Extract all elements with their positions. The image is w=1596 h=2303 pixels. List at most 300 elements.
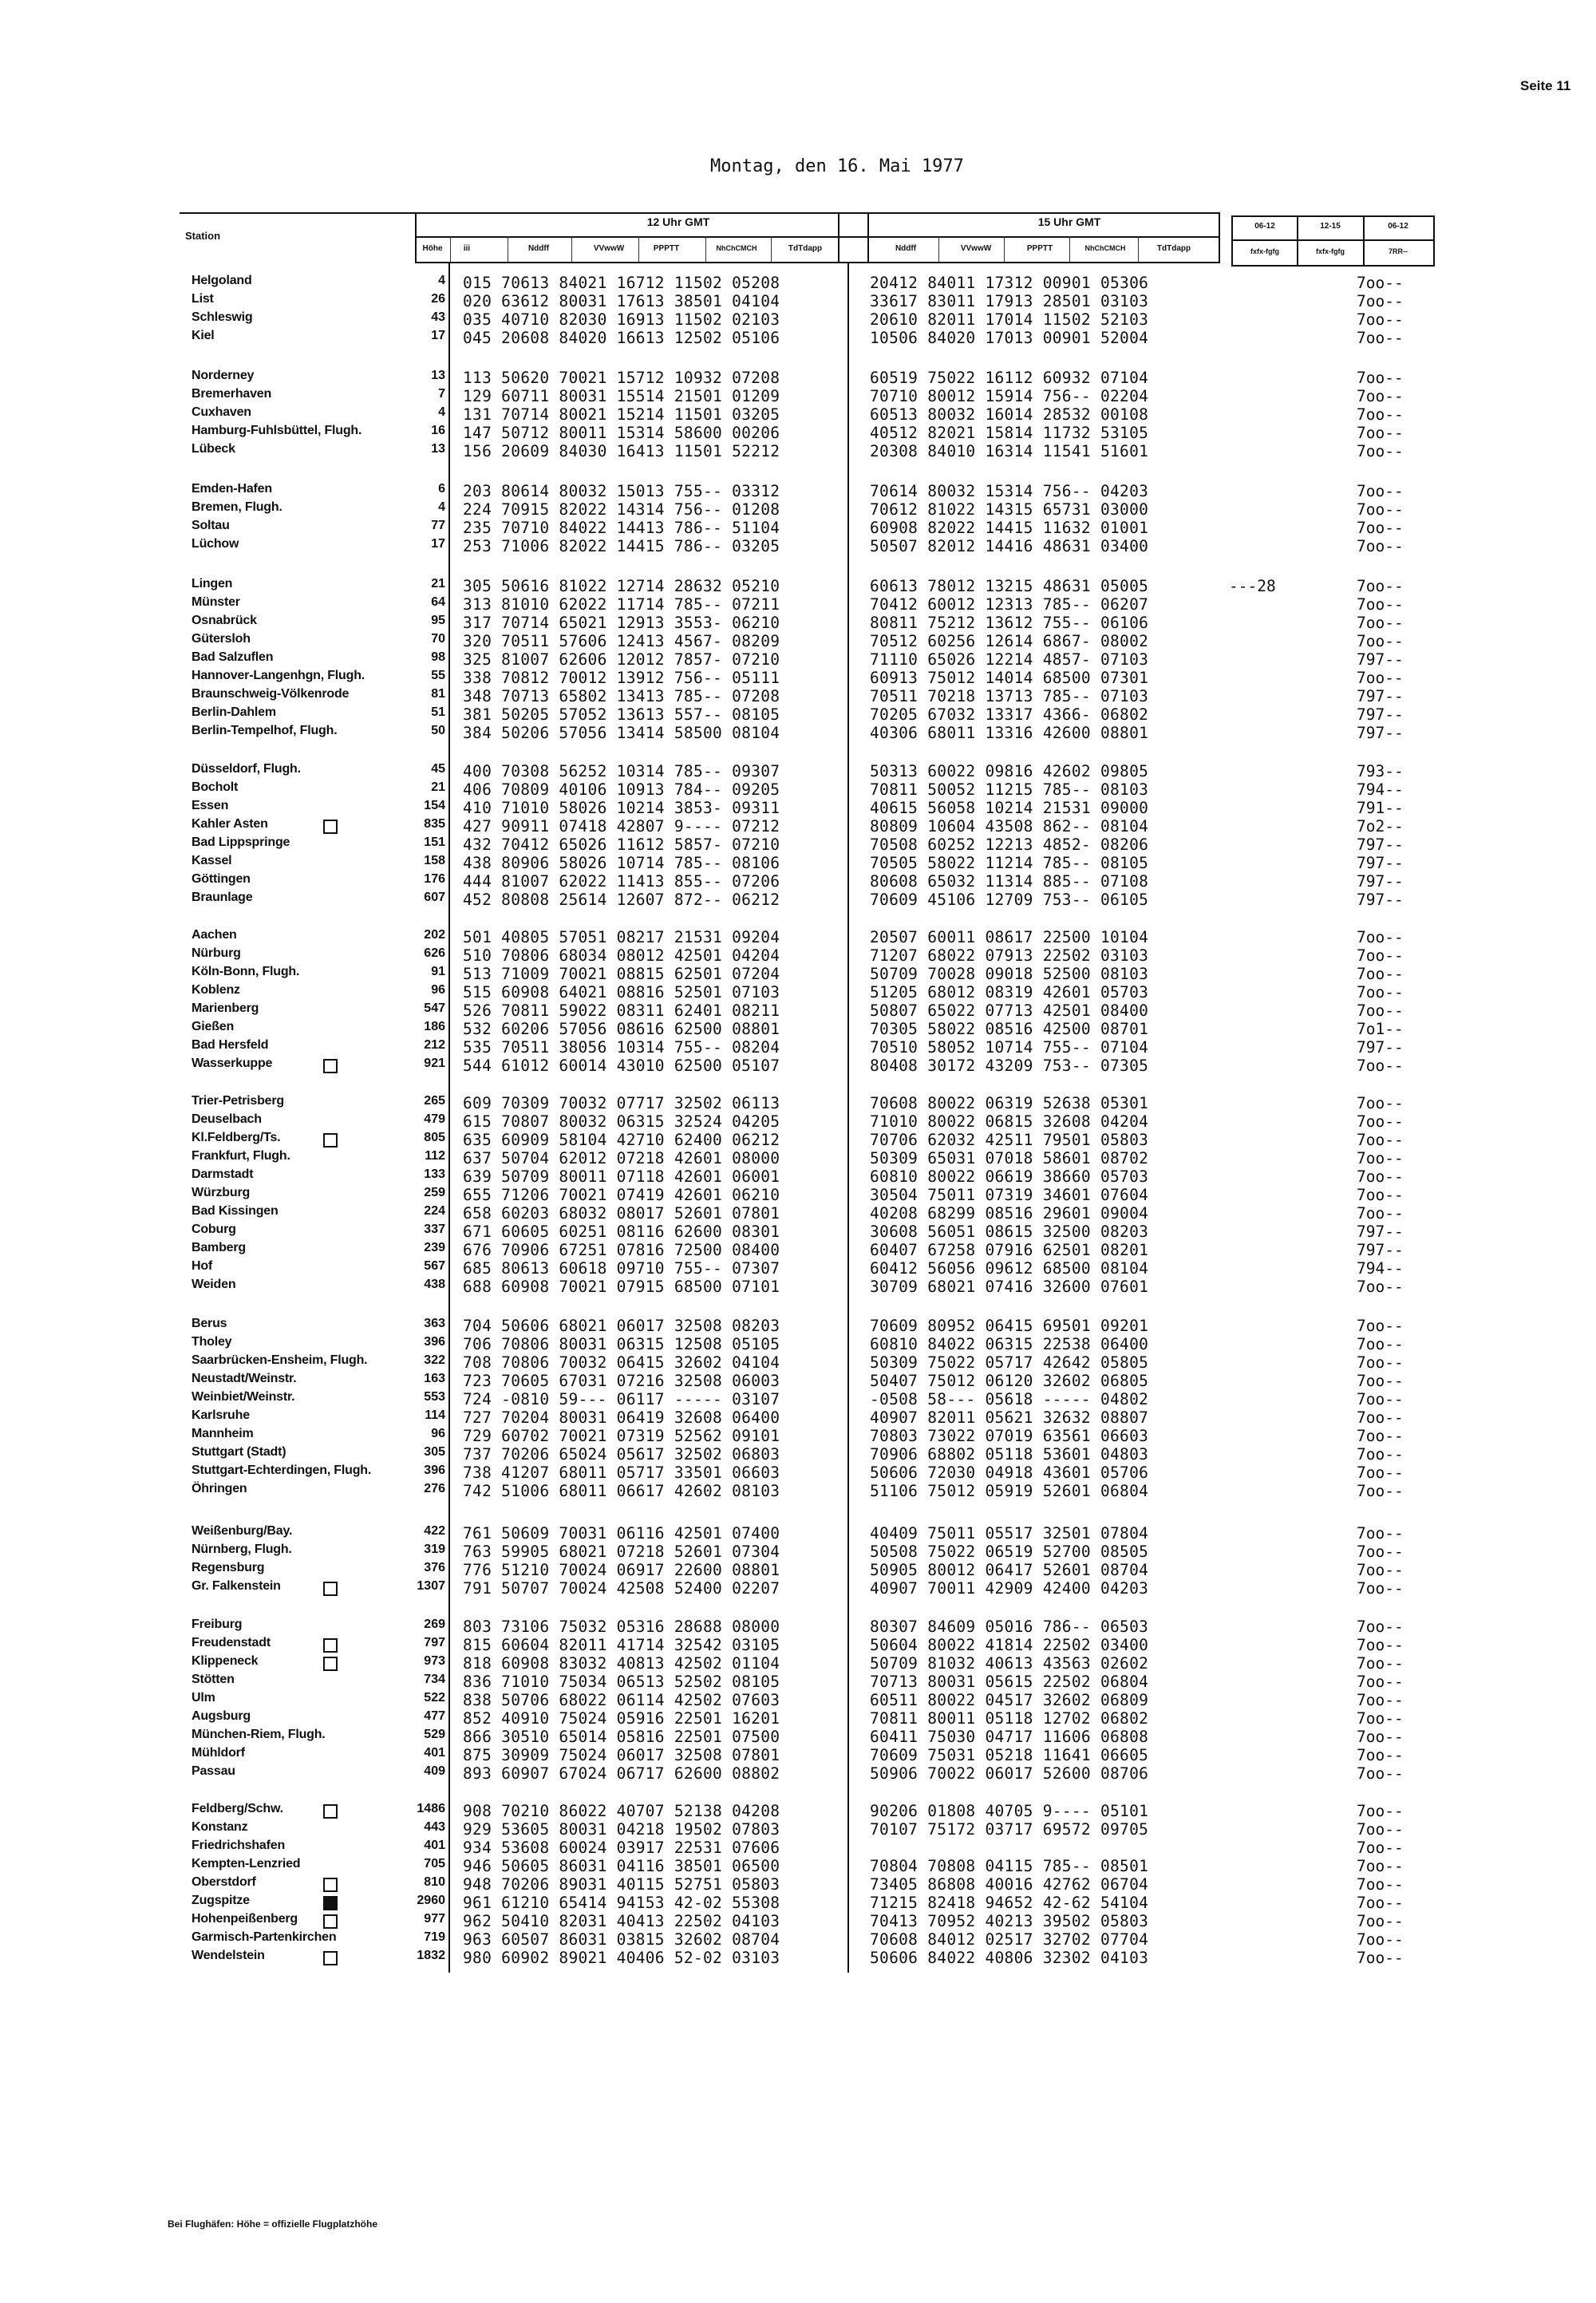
obs-15-values: -0508 58--- 05618 ----- 04802 [870,1390,1149,1408]
station-name: Marienberg [192,1001,259,1015]
station-iii: 320 [463,632,492,650]
obs-15-values: 50709 70028 09018 52500 08103 [870,965,1149,983]
station-iii: 609 [463,1094,492,1112]
obs-15-values: 70906 68802 05118 53601 04803 [870,1445,1149,1464]
obs-15-values: 30608 56051 08615 32500 08203 [870,1223,1149,1241]
obs-12-uhr [463,595,780,614]
station-iii: 348 [463,687,492,705]
station-hoehe: 337 [424,1223,445,1236]
obs-15-values: 60913 75012 14014 68500 07301 [870,669,1149,687]
obs-15-values: 50313 60022 09816 42602 09805 [870,762,1149,780]
hdr-sep [838,212,839,263]
obs-15-values: 51106 75012 05919 52601 06804 [870,1482,1149,1500]
empty-square-icon [323,1638,338,1653]
obs-12-uhr [463,1094,780,1112]
obs-12-values: 60907 67024 06717 62600 08802 [501,1764,780,1783]
empty-square-icon [323,1804,338,1819]
station-iii: 946 [463,1857,492,1875]
obs-12-values: 50704 62012 07218 42601 08000 [501,1149,780,1167]
filled-square-icon [323,1896,338,1910]
hdr-sep [1433,215,1435,267]
precip-group: 7oo-- [1357,1728,1404,1746]
station-iii: 235 [463,519,492,537]
station-name: Oberstdorf [192,1875,256,1889]
obs-12-values: 70309 70032 07717 32502 06113 [501,1094,780,1112]
obs-12-values: 70806 68034 08012 42501 04204 [501,946,780,965]
station-iii: 738 [463,1464,492,1482]
obs-12-values: 60908 70021 07915 68500 07101 [501,1278,780,1296]
obs-12-uhr [463,705,780,724]
station-name: Göttingen [192,872,251,886]
obs-12-values: 70605 67031 07216 32508 06003 [501,1372,780,1390]
station-name: Aachen [192,928,237,942]
obs-12-values: 80613 60618 09710 755-- 07307 [501,1259,780,1278]
obs-12-uhr [463,1839,780,1857]
obs-12-values: 71009 70021 08815 62501 07204 [501,965,780,983]
station-iii: 962 [463,1912,492,1930]
obs-12-uhr [463,1949,780,1967]
header-15-c5: TdTdapp [1156,244,1191,253]
obs-15-values: 80811 75212 13612 755-- 06106 [870,614,1149,632]
hdr-sep [1004,236,1005,262]
station-iii: 815 [463,1636,492,1654]
station-iii: 852 [463,1709,492,1728]
station-name: Bad Salzuflen [192,650,274,664]
station-name: Gütersloh [192,632,251,646]
obs-15-values: 70609 75031 05218 11641 06605 [870,1746,1149,1764]
obs-15-values: 60513 80032 16014 28532 00108 [870,405,1149,424]
obs-15-values: 70811 50052 11215 785-- 08103 [870,780,1149,799]
station-iii: 147 [463,424,492,442]
station-hoehe: 114 [425,1408,445,1422]
extra-gust-value: ---28 [1229,577,1276,595]
precip-group: 7oo-- [1357,1691,1404,1709]
obs-12-uhr [463,1241,780,1259]
station-iii: 776 [463,1561,492,1579]
obs-12-uhr [463,1186,780,1204]
obs-12-uhr [463,1636,780,1654]
station-iii: 544 [463,1057,492,1075]
obs-15-values: 70612 81022 14315 65731 03000 [870,500,1149,519]
obs-12-values: 60203 68032 08017 52601 07801 [501,1204,780,1223]
obs-15-values: 50709 81032 40613 43563 02602 [870,1654,1149,1673]
obs-12-uhr [463,1857,780,1875]
obs-12-uhr [463,632,780,650]
obs-12-uhr [463,1618,780,1636]
station-iii: 704 [463,1317,492,1335]
obs-12-uhr [463,1728,780,1746]
obs-12-uhr [463,500,780,519]
station-hoehe: 810 [424,1875,445,1889]
precip-group: 7oo-- [1357,329,1404,347]
obs-12-uhr [463,1335,780,1353]
precip-group: 7oo-- [1357,1579,1404,1598]
precip-group: 7oo-- [1357,1408,1404,1427]
station-hoehe: 835 [424,817,445,831]
obs-15-values: 80307 84609 05016 786-- 06503 [870,1618,1149,1636]
header-15-c3: PPPTT [1026,244,1053,253]
obs-15-values: 70510 58052 10714 755-- 07104 [870,1038,1149,1057]
obs-12-uhr [463,1278,780,1296]
group12-column-line [847,263,849,1973]
station-iii: 113 [463,369,492,387]
station-name: Bamberg [192,1241,246,1254]
station-hoehe: 17 [431,537,445,551]
obs-12-values: 50206 57056 13414 58500 08104 [501,724,780,742]
station-iii: 724 [463,1390,492,1408]
precip-group: 7oo-- [1357,1894,1404,1912]
station-iii: 639 [463,1167,492,1186]
obs-12-values: 71206 70021 07419 42601 06210 [501,1186,780,1204]
obs-15-values: 90206 01808 40705 9---- 05101 [870,1802,1149,1820]
station-name: Wasserkuppe [192,1057,273,1070]
station-iii: 015 [463,274,492,292]
station-hoehe: 21 [431,780,445,794]
station-hoehe: 202 [424,928,445,942]
obs-15-values: 20412 84011 17312 00901 05306 [870,274,1149,292]
station-iii: 637 [463,1149,492,1167]
station-hoehe: 477 [424,1709,445,1723]
station-hoehe: 4 [438,500,445,514]
obs-15-values: 50606 84022 40806 32302 04103 [870,1949,1149,1967]
obs-15-values: 60411 75030 04717 11606 06808 [870,1728,1149,1746]
station-iii: 501 [463,928,492,946]
obs-12-uhr [463,1654,780,1673]
station-iii: 980 [463,1949,492,1967]
obs-15-values: 30504 75011 07319 34601 07604 [870,1186,1149,1204]
station-name: Braunlage [192,891,253,904]
obs-12-uhr [463,1802,780,1820]
obs-12-uhr [463,854,780,872]
obs-12-uhr [463,946,780,965]
obs-12-values: 80614 80032 15013 755-- 03312 [501,482,780,500]
precip-group: 7oo-- [1357,369,1404,387]
station-hoehe: 322 [424,1353,445,1367]
station-iii: 317 [463,614,492,632]
station-name: Friedrichshafen [192,1839,286,1852]
obs-12-values: 51006 68011 06617 42602 08103 [501,1482,780,1500]
station-hoehe: 158 [424,854,445,867]
station-name: Helgoland [192,274,252,287]
station-name: Emden-Hafen [192,482,272,496]
station-name: Bremen, Flugh. [192,500,282,514]
station-name: Freiburg [192,1618,243,1631]
obs-15-values: 30709 68021 07416 32600 07601 [870,1278,1149,1296]
station-hoehe: 553 [424,1390,445,1404]
station-name: Stötten [192,1673,235,1686]
obs-15-values: 50309 75022 05717 42642 05805 [870,1353,1149,1372]
header-station: Station [185,230,221,242]
station-iii: 875 [463,1746,492,1764]
station-iii: 763 [463,1543,492,1561]
station-hoehe: 163 [424,1372,445,1385]
station-hoehe: 4 [438,274,445,287]
obs-12-uhr [463,1038,780,1057]
precip-group: 797-- [1357,1038,1404,1057]
obs-12-uhr [463,780,780,799]
obs-12-values: 81010 62022 11714 785-- 07211 [501,595,780,614]
obs-12-values: 80906 58026 10714 785-- 08106 [501,854,780,872]
obs-12-values: 70806 70032 06415 32602 04104 [501,1353,780,1372]
obs-12-uhr [463,687,780,705]
precip-group: 797-- [1357,724,1404,742]
precip-group: 7oo-- [1357,1482,1404,1500]
obs-12-values: 70915 82022 14314 756-- 01208 [501,500,780,519]
precip-group: 7oo-- [1357,1820,1404,1839]
obs-12-values: 50616 81022 12714 28632 05210 [501,577,780,595]
obs-12-values: 30909 75024 06017 32508 07801 [501,1746,780,1764]
station-iii: 723 [463,1372,492,1390]
station-iii: 685 [463,1259,492,1278]
station-hoehe: 224 [424,1204,445,1218]
footnote: Bei Flughäfen: Höhe = offizielle Flugplatzhöhe [168,2218,378,2230]
hdr-sep [771,236,772,262]
obs-15-values: 50507 82012 14416 48631 03400 [870,537,1149,555]
header-12-c5: TdTdapp [788,244,823,253]
station-name: Köln-Bonn, Flugh. [192,965,300,978]
extra-3-top: 06-12 [1388,222,1408,231]
station-iii: 325 [463,650,492,669]
station-hoehe: 305 [424,1445,445,1459]
precip-group: 7oo-- [1357,1057,1404,1075]
station-hoehe: 112 [425,1149,445,1163]
station-iii: 706 [463,1335,492,1353]
obs-12-values: 50410 82031 40413 22502 04103 [501,1912,780,1930]
station-iii: 513 [463,965,492,983]
obs-12-uhr [463,835,780,854]
precip-group: 7oo-- [1357,1131,1404,1149]
obs-12-uhr [463,1930,780,1949]
station-name: Tholey [192,1335,232,1349]
station-hoehe: 921 [424,1057,445,1070]
station-hoehe: 154 [424,799,445,812]
obs-12-uhr [463,1112,780,1131]
obs-15-values: 50309 65031 07018 58601 08702 [870,1149,1149,1167]
obs-15-values: 80809 10604 43508 862-- 08104 [870,817,1149,835]
obs-12-values: 60702 70021 07319 52562 09101 [501,1427,780,1445]
station-iii: 035 [463,310,492,329]
station-iii: 761 [463,1524,492,1543]
obs-12-uhr [463,1691,780,1709]
obs-15-values: 60613 78012 13215 48631 05005 [870,577,1149,595]
obs-12-values: 30510 65014 05816 22501 07500 [501,1728,780,1746]
obs-12-uhr [463,724,780,742]
page-title: Montag, den 16. Mai 1977 [710,156,964,176]
precip-group: 7oo-- [1357,1149,1404,1167]
precip-group: 7oo-- [1357,595,1404,614]
station-iii: 791 [463,1579,492,1598]
station-iii: 384 [463,724,492,742]
station-name: Mannheim [192,1427,254,1440]
station-name: Cuxhaven [192,405,251,419]
station-name: Bad Lippspringe [192,835,290,849]
hdr-sep [1219,212,1220,263]
station-hoehe: 2960 [417,1894,445,1907]
station-iii: 948 [463,1875,492,1894]
station-iii: 893 [463,1764,492,1783]
obs-12-uhr [463,482,780,500]
hdr-sep [1363,215,1365,267]
obs-12-values: 70806 80031 06315 12508 05105 [501,1335,780,1353]
precip-group: 7oo-- [1357,537,1404,555]
obs-12-values: 20609 84030 16413 11501 52212 [501,442,780,460]
obs-15-values: 80408 30172 43209 753-- 07305 [870,1057,1149,1075]
station-hoehe: 81 [431,687,445,701]
precip-group: 7oo-- [1357,482,1404,500]
precip-group: 7oo-- [1357,1112,1404,1131]
obs-12-values: 70412 65026 11612 5857- 07210 [501,835,780,854]
station-hoehe: 17 [431,329,445,342]
station-iii: 156 [463,442,492,460]
obs-12-values: 51210 70024 06917 22600 08801 [501,1561,780,1579]
obs-12-uhr [463,891,780,909]
station-name: Öhringen [192,1482,247,1495]
station-name: Stuttgart (Stadt) [192,1445,286,1459]
obs-15-values: 60412 56056 09612 68500 08104 [870,1259,1149,1278]
obs-15-values: 70609 80952 06415 69501 09201 [870,1317,1149,1335]
obs-12-values: 40805 57051 08217 21531 09204 [501,928,780,946]
station-hoehe: 176 [424,872,445,886]
obs-12-values: 90911 07418 42807 9---- 07212 [501,817,780,835]
obs-15-values: 20308 84010 16314 11541 51601 [870,442,1149,460]
station-iii: 929 [463,1820,492,1839]
station-iii: 253 [463,537,492,555]
station-name: Kiel [192,329,215,342]
obs-15-values: 71215 82418 94652 42-62 54104 [870,1894,1149,1912]
station-hoehe: 6 [438,482,445,496]
station-name: Bad Kissingen [192,1204,279,1218]
obs-15-values: 10506 84020 17013 00901 52004 [870,329,1149,347]
station-iii: 406 [463,780,492,799]
station-hoehe: 479 [424,1112,445,1126]
station-name: Kempten-Lenzried [192,1857,301,1870]
station-name: Frankfurt, Flugh. [192,1149,290,1163]
station-name: Hohenpeißenberg [192,1912,298,1926]
precip-group: 797-- [1357,854,1404,872]
obs-12-values: 50712 80011 15314 58600 00206 [501,424,780,442]
obs-12-uhr [463,1353,780,1372]
obs-12-values: 50205 57052 13613 557-- 08105 [501,705,780,724]
obs-12-uhr [463,1709,780,1728]
station-name: Münster [192,595,240,609]
station-iii: 535 [463,1038,492,1057]
precip-group: 7oo-- [1357,1709,1404,1728]
obs-12-uhr [463,1524,780,1543]
station-name: Gießen [192,1020,235,1033]
obs-15-values: 70511 70218 13713 785-- 07103 [870,687,1149,705]
station-name: Darmstadt [192,1167,254,1181]
obs-15-values: 60810 84022 06315 22538 06400 [870,1335,1149,1353]
station-name: Bremerhaven [192,387,272,401]
station-hoehe: 269 [424,1618,445,1631]
obs-12-uhr [463,1445,780,1464]
header-top-line-15 [867,212,1219,214]
station-iii: 615 [463,1112,492,1131]
header-top-line [180,212,867,214]
precip-group: 7oo-- [1357,965,1404,983]
station-iii: 737 [463,1445,492,1464]
obs-12-values: 60908 83032 40813 42502 01104 [501,1654,780,1673]
hdr-sep [1231,215,1233,267]
station-hoehe: 422 [424,1524,445,1538]
station-name: Weiden [192,1278,236,1291]
station-iii: 635 [463,1131,492,1149]
station-name: Coburg [192,1223,236,1236]
station-name: Bocholt [192,780,239,794]
precip-group: 7oo-- [1357,1094,1404,1112]
obs-12-values: 70710 84022 14413 786-- 51104 [501,519,780,537]
station-iii: 400 [463,762,492,780]
station-hoehe: 376 [424,1561,445,1574]
station-iii: 727 [463,1408,492,1427]
obs-12-values: 71006 82022 14415 786-- 03205 [501,537,780,555]
station-hoehe: 396 [424,1335,445,1349]
empty-square-icon [323,1657,338,1671]
obs-12-uhr [463,1372,780,1390]
station-hoehe: 1307 [417,1579,445,1593]
precip-group: 7oo-- [1357,310,1404,329]
station-name: Regensburg [192,1561,265,1574]
precip-group: 7o1-- [1357,1020,1404,1038]
hdr-sep [571,236,572,262]
obs-12-values: 50609 70031 06116 42501 07400 [501,1524,780,1543]
obs-12-values: 70812 70012 13912 756-- 05111 [501,669,780,687]
station-iii: 305 [463,577,492,595]
obs-12-uhr [463,310,780,329]
precip-group: 797-- [1357,650,1404,669]
station-iii: 224 [463,500,492,519]
obs-15-values: 60511 80022 04517 32602 06809 [870,1691,1149,1709]
station-hoehe: 1832 [417,1949,445,1962]
obs-15-values: 70205 67032 13317 4366- 06802 [870,705,1149,724]
extra-2-top: 12-15 [1320,222,1341,231]
obs-12-uhr [463,1167,780,1186]
obs-12-values: 41207 68011 05717 33501 06603 [501,1464,780,1482]
station-iii: 742 [463,1482,492,1500]
obs-12-uhr [463,1020,780,1038]
obs-15-values: 50606 72030 04918 43601 05706 [870,1464,1149,1482]
precip-group: 7oo-- [1357,928,1404,946]
obs-15-values: 33617 83011 17913 28501 03103 [870,292,1149,310]
station-hoehe: 7 [438,387,445,401]
station-hoehe: 64 [431,595,445,609]
station-hoehe: 4 [438,405,445,419]
hdr-sep [638,236,639,262]
obs-12-uhr [463,1764,780,1783]
station-hoehe: 276 [424,1482,445,1495]
station-iii: 838 [463,1691,492,1709]
obs-12-uhr [463,369,780,387]
obs-12-values: 60206 57056 08616 62500 08801 [501,1020,780,1038]
obs-12-values: 50606 68021 06017 32508 08203 [501,1317,780,1335]
obs-12-values: 70206 89031 40115 52751 05803 [501,1875,780,1894]
station-name: Nürnberg, Flugh. [192,1543,292,1556]
header-iii: iii [463,244,471,253]
obs-15-values: 70505 58022 11214 785-- 08105 [870,854,1149,872]
obs-12-uhr [463,1131,780,1149]
obs-12-values: 70807 80032 06315 32524 04205 [501,1112,780,1131]
precip-group: 7oo-- [1357,1427,1404,1445]
hdr-sep [450,236,451,262]
station-hoehe: 977 [424,1912,445,1926]
empty-square-icon [323,820,338,834]
precip-group: 7oo-- [1357,1636,1404,1654]
station-iii: 963 [463,1930,492,1949]
obs-12-uhr [463,965,780,983]
header-mid-line [415,236,1219,238]
precip-group: 7oo-- [1357,1524,1404,1543]
obs-15-values: 50905 80012 06417 52601 08704 [870,1561,1149,1579]
